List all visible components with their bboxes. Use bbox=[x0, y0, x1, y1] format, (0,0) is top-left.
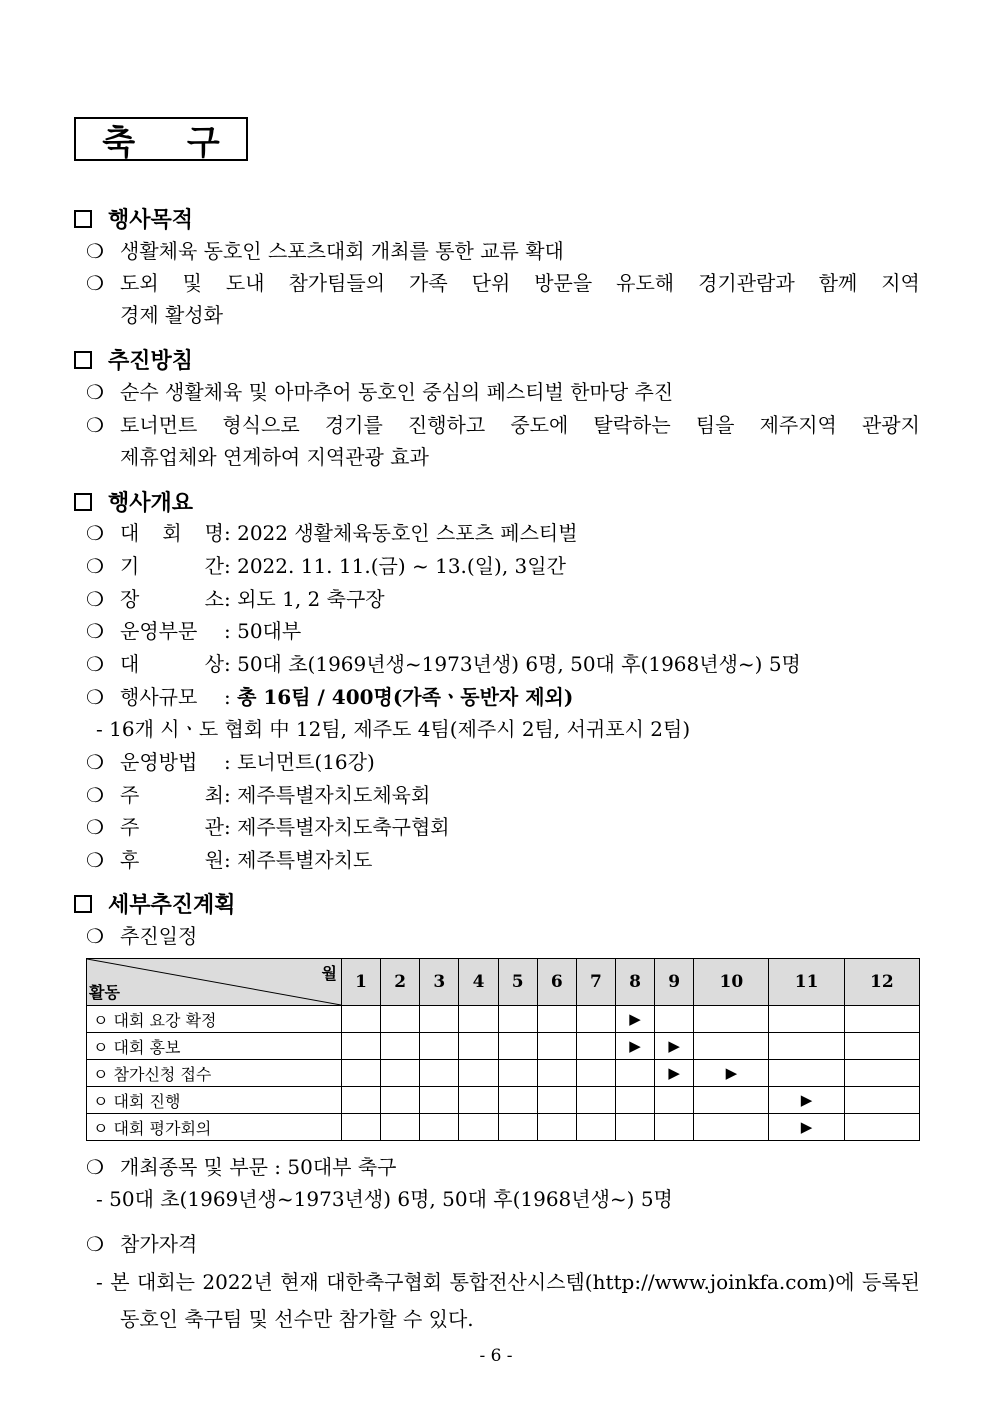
play-arrow-icon: ▶ bbox=[800, 1118, 813, 1136]
purpose-bullet-2 bbox=[86, 268, 920, 298]
month-cell bbox=[459, 1033, 498, 1060]
table-row bbox=[87, 1114, 920, 1141]
corner-month-label: 월 bbox=[321, 964, 337, 983]
month-header: 12 bbox=[844, 959, 919, 1006]
section-plan bbox=[74, 888, 236, 919]
plan-qual-text bbox=[96, 1267, 920, 1297]
overview-scale-detail: - 16개 시ㆍ도 협회 中 12팀, 제주도 4팀(제주시 2팀, 서귀포시 2팀) bbox=[96, 717, 691, 741]
activity-label: ㅇ 대회 평가회의 bbox=[87, 1114, 342, 1141]
justified-word: ❍ 토너먼트 bbox=[86, 410, 197, 440]
month-cell bbox=[655, 1060, 694, 1087]
activity-label: ㅇ 대회 진행 bbox=[87, 1087, 342, 1114]
justified-word: 방문을 bbox=[534, 271, 593, 295]
table-row bbox=[87, 1060, 920, 1087]
month-cell bbox=[459, 1114, 498, 1141]
month-cell bbox=[694, 1060, 769, 1087]
overview-method: ❍ 운영방법 : 토너먼트(16강) bbox=[86, 747, 375, 777]
schedule-table bbox=[86, 958, 920, 1141]
overview-name: ❍ 대 회 명 : 2022 생활체육동호인 스포츠 페스티벌 bbox=[86, 518, 578, 548]
month-header: 5 bbox=[498, 959, 537, 1006]
month-cell bbox=[694, 1033, 769, 1060]
schedule-header-row bbox=[87, 959, 920, 1006]
justified-word: 본 bbox=[110, 1270, 130, 1294]
month-header: 11 bbox=[769, 959, 844, 1006]
month-cell bbox=[537, 1033, 576, 1060]
circle-bullet-icon: ❍ bbox=[86, 685, 104, 709]
month-cell bbox=[576, 1060, 615, 1087]
month-cell bbox=[844, 1006, 919, 1033]
month-header: 1 bbox=[342, 959, 381, 1006]
justified-word: ❍ 도외 bbox=[86, 268, 159, 298]
key-char: 대 bbox=[120, 521, 140, 545]
overview-division: ❍ 운영부문 : 50대부 bbox=[86, 616, 301, 646]
month-cell bbox=[694, 1114, 769, 1141]
month-cell bbox=[615, 1114, 654, 1141]
month-cell bbox=[537, 1060, 576, 1087]
diagonal-line bbox=[87, 959, 341, 1005]
section-overview bbox=[74, 486, 193, 517]
month-cell bbox=[459, 1087, 498, 1114]
activity-label: ㅇ 대회 요강 확정 bbox=[87, 1006, 342, 1033]
month-cell bbox=[342, 1033, 381, 1060]
month-cell bbox=[655, 1087, 694, 1114]
activity-label: ㅇ 참가신청 접수 bbox=[87, 1060, 342, 1087]
page-number: - 6 - bbox=[479, 1346, 513, 1366]
month-cell bbox=[420, 1006, 459, 1033]
overview-key bbox=[120, 812, 224, 842]
overview-key bbox=[120, 780, 224, 810]
key-char: 관 bbox=[204, 815, 224, 839]
month-cell bbox=[381, 1087, 420, 1114]
overview-organizer: ❍ 주 관 : 제주특별자치도축구협회 bbox=[86, 812, 450, 842]
play-arrow-icon: ▶ bbox=[725, 1064, 738, 1082]
justified-word: 대회는 bbox=[137, 1270, 195, 1294]
play-arrow-icon: ▶ bbox=[800, 1091, 813, 1109]
month-cell bbox=[615, 1006, 654, 1033]
schedule-corner-cell bbox=[87, 959, 342, 1006]
month-cell bbox=[498, 1087, 537, 1114]
table-row bbox=[87, 1033, 920, 1060]
justified-word: 2022년 bbox=[202, 1270, 273, 1294]
circle-bullet-icon: ❍ bbox=[86, 521, 104, 545]
month-cell bbox=[769, 1006, 844, 1033]
circle-bullet-icon: ❍ bbox=[86, 783, 104, 807]
month-header: 7 bbox=[576, 959, 615, 1006]
overview-sponsor: ❍ 후 원 : 제주특별자치도 bbox=[86, 845, 372, 875]
month-cell bbox=[769, 1033, 844, 1060]
justified-word: 통합전산시스템(http://www.joinkfa.com)에 bbox=[449, 1270, 855, 1294]
month-cell bbox=[615, 1060, 654, 1087]
table-row bbox=[87, 1006, 920, 1033]
key-char: 후 bbox=[120, 848, 140, 872]
checkbox-square-icon bbox=[74, 351, 92, 369]
month-cell bbox=[576, 1114, 615, 1141]
policy-bullet-2-cont: 제휴업체와 연계하여 지역관광 효과 bbox=[120, 445, 429, 469]
overview-key bbox=[120, 518, 224, 548]
justified-word: 등록된 bbox=[862, 1270, 920, 1294]
play-arrow-icon: ▶ bbox=[668, 1037, 680, 1055]
section-heading: 행사목적 bbox=[108, 208, 194, 233]
play-arrow-icon: ▶ bbox=[629, 1037, 641, 1055]
month-cell bbox=[459, 1060, 498, 1087]
month-cell bbox=[381, 1060, 420, 1087]
purpose-bullet-1: ❍ 생활체육 동호인 스포츠대회 개최를 통한 교류 확대 bbox=[86, 236, 564, 266]
overview-key bbox=[120, 551, 224, 581]
month-cell bbox=[694, 1087, 769, 1114]
plan-event-detail: - 50대 초(1969년생~1973년생) 6명, 50대 후(1968년생~) 5명 bbox=[96, 1187, 673, 1211]
month-cell bbox=[498, 1033, 537, 1060]
overview-place: ❍ 장 소 : 외도 1, 2 축구장 bbox=[86, 584, 385, 614]
table-row bbox=[87, 1087, 920, 1114]
justified-word: 진행하고 bbox=[407, 413, 486, 437]
justified-word: 관광지 bbox=[861, 413, 920, 437]
plan-qual-label: ❍ 참가자격 bbox=[86, 1229, 197, 1259]
circle-bullet-icon: ❍ bbox=[86, 271, 104, 295]
key-char: 주 bbox=[120, 783, 140, 807]
checkbox-square-icon bbox=[74, 895, 92, 913]
key-char: 대 bbox=[120, 652, 140, 676]
justified-word: 단위 bbox=[471, 271, 511, 295]
month-cell bbox=[498, 1114, 537, 1141]
circle-bullet-icon: ❍ bbox=[86, 815, 104, 839]
circle-bullet-icon: ❍ bbox=[86, 652, 104, 676]
key-char: 소 bbox=[204, 587, 224, 611]
justified-word: 유도해 bbox=[616, 271, 675, 295]
month-cell bbox=[381, 1006, 420, 1033]
month-cell bbox=[498, 1060, 537, 1087]
month-cell bbox=[342, 1060, 381, 1087]
month-header: 3 bbox=[420, 959, 459, 1006]
key-char: 장 bbox=[120, 587, 140, 611]
overview-target: ❍ 대 상 : 50대 초(1969년생~1973년생) 6명, 50대 후(1968년생~) 5명 bbox=[86, 649, 801, 679]
justified-word: 도내 bbox=[225, 271, 265, 295]
justified-word: 경기관람과 bbox=[698, 271, 795, 295]
month-cell bbox=[844, 1060, 919, 1087]
month-cell bbox=[459, 1006, 498, 1033]
month-cell bbox=[342, 1006, 381, 1033]
plan-qual-cont: 동호인 축구팀 및 선수만 참가할 수 있다. bbox=[120, 1307, 474, 1331]
circle-bullet-icon: ❍ bbox=[86, 554, 104, 578]
key-char: 회 bbox=[162, 521, 182, 545]
month-cell bbox=[576, 1033, 615, 1060]
month-cell bbox=[576, 1006, 615, 1033]
justified-word: 제주지역 bbox=[759, 413, 837, 437]
policy-bullet-2 bbox=[86, 410, 920, 440]
month-cell bbox=[381, 1114, 420, 1141]
month-header: 10 bbox=[694, 959, 769, 1006]
justified-word: - bbox=[96, 1270, 103, 1294]
month-cell bbox=[537, 1006, 576, 1033]
justified-word: 참가팀들의 bbox=[288, 271, 386, 295]
month-cell bbox=[420, 1060, 459, 1087]
month-cell bbox=[769, 1060, 844, 1087]
section-policy bbox=[74, 344, 193, 375]
month-header: 4 bbox=[459, 959, 498, 1006]
month-cell bbox=[342, 1114, 381, 1141]
justified-word: 대한축구협회 bbox=[326, 1270, 443, 1294]
justified-word: 현재 bbox=[280, 1270, 319, 1294]
circle-bullet-icon: ❍ bbox=[86, 587, 104, 611]
section-heading: 행사개요 bbox=[108, 491, 194, 516]
month-cell bbox=[844, 1087, 919, 1114]
month-cell bbox=[655, 1114, 694, 1141]
plan-schedule-label: ❍ 추진일정 bbox=[86, 921, 197, 951]
month-cell bbox=[615, 1087, 654, 1114]
justified-word: 및 bbox=[182, 271, 202, 295]
overview-period: ❍ 기 간 : 2022. 11. 11.(금) ~ 13.(일), 3일간 bbox=[86, 551, 566, 581]
month-cell bbox=[769, 1114, 844, 1141]
month-cell bbox=[655, 1006, 694, 1033]
key-char: 간 bbox=[204, 554, 224, 578]
justified-word: 지역 bbox=[881, 271, 920, 295]
circle-bullet-icon: ❍ bbox=[86, 924, 104, 948]
overview-host: ❍ 주 최 : 제주특별자치도체육회 bbox=[86, 780, 430, 810]
purpose-bullet-2-cont: 경제 활성화 bbox=[120, 303, 223, 327]
checkbox-square-icon bbox=[74, 210, 92, 228]
section-heading: 세부추진계획 bbox=[108, 893, 236, 918]
key-char: 기 bbox=[120, 554, 140, 578]
page-title: 축 구 bbox=[74, 117, 248, 161]
circle-bullet-icon: ❍ bbox=[86, 239, 104, 263]
month-cell bbox=[615, 1033, 654, 1060]
month-header: 2 bbox=[381, 959, 420, 1006]
month-cell bbox=[537, 1087, 576, 1114]
plan-event-line: ❍ 개최종목 및 부문 : 50대부 축구 bbox=[86, 1152, 397, 1182]
justified-word: 함께 bbox=[818, 271, 858, 295]
key-char: 주 bbox=[120, 815, 140, 839]
justified-word: 탈락하는 bbox=[593, 413, 671, 437]
justified-word: 형식으로 bbox=[222, 413, 300, 437]
circle-bullet-icon: ❍ bbox=[86, 380, 104, 404]
overview-key bbox=[120, 584, 224, 614]
month-cell bbox=[537, 1114, 576, 1141]
key-char: 최 bbox=[204, 783, 224, 807]
month-cell bbox=[342, 1087, 381, 1114]
month-cell bbox=[498, 1006, 537, 1033]
overview-key bbox=[120, 845, 224, 875]
month-cell bbox=[769, 1087, 844, 1114]
justified-word: 경기를 bbox=[324, 413, 383, 437]
key-char: 명 bbox=[204, 521, 224, 545]
policy-bullet-1: ❍ 순수 생활체육 및 아마추어 동호인 중심의 페스티벌 한마당 추진 bbox=[86, 377, 673, 407]
justified-word: 팀을 bbox=[695, 413, 735, 437]
circle-bullet-icon: ❍ bbox=[86, 1155, 104, 1179]
month-cell bbox=[420, 1114, 459, 1141]
key-char: 상 bbox=[204, 652, 224, 676]
circle-bullet-icon: ❍ bbox=[86, 619, 104, 643]
month-cell bbox=[694, 1006, 769, 1033]
play-arrow-icon: ▶ bbox=[668, 1064, 680, 1082]
month-header: 9 bbox=[655, 959, 694, 1006]
month-cell bbox=[655, 1033, 694, 1060]
month-cell bbox=[420, 1087, 459, 1114]
overview-key bbox=[120, 649, 224, 679]
circle-bullet-icon: ❍ bbox=[86, 1232, 104, 1256]
month-cell bbox=[381, 1033, 420, 1060]
month-header: 6 bbox=[537, 959, 576, 1006]
circle-bullet-icon: ❍ bbox=[86, 848, 104, 872]
section-purpose bbox=[74, 203, 193, 234]
overview-scale: ❍ 행사규모 : 총 16팀 / 400명(가족ㆍ동반자 제외) bbox=[86, 682, 573, 712]
circle-bullet-icon: ❍ bbox=[86, 750, 104, 774]
play-arrow-icon: ▶ bbox=[629, 1010, 641, 1028]
month-cell bbox=[844, 1033, 919, 1060]
month-header: 8 bbox=[615, 959, 654, 1006]
corner-activity-label: 활동 bbox=[89, 983, 120, 1002]
activity-label: ㅇ 대회 홍보 bbox=[87, 1033, 342, 1060]
checkbox-square-icon bbox=[74, 493, 92, 511]
justified-word: 중도에 bbox=[510, 413, 569, 437]
key-char: 원 bbox=[204, 848, 224, 872]
month-cell bbox=[420, 1033, 459, 1060]
month-cell bbox=[844, 1114, 919, 1141]
justified-word: 가족 bbox=[409, 271, 448, 295]
section-heading: 추진방침 bbox=[108, 349, 194, 374]
circle-bullet-icon: ❍ bbox=[86, 413, 104, 437]
month-cell bbox=[576, 1087, 615, 1114]
